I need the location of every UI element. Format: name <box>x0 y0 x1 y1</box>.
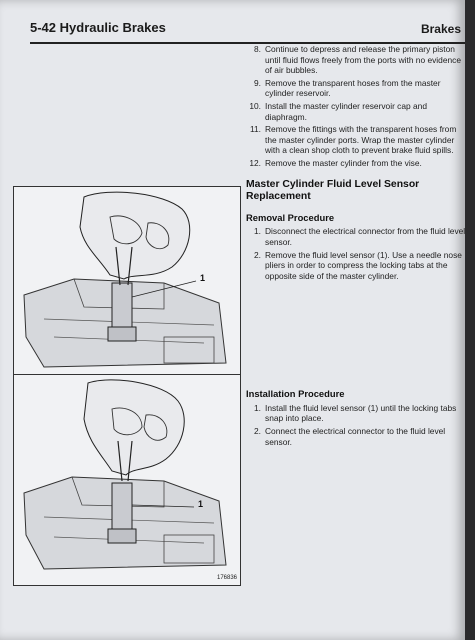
figure-2-callout: 1 <box>198 499 204 509</box>
page-header-title: 5-42 Hydraulic Brakes <box>30 20 166 35</box>
section-title: Master Cylinder Fluid Level Sensor Replacement <box>246 178 420 203</box>
step-text: Install the master cylinder reservoir cap and diaphragm. <box>265 100 427 122</box>
step-text: Connect the electrical connector to the fluid level sensor. <box>265 426 446 447</box>
figure-2-number: 176836 <box>217 575 238 581</box>
step-text: Remove the transparent hoses from the master cylinder reservoir. <box>265 77 441 99</box>
step-number: 9. <box>254 77 261 88</box>
step-text: Remove the fittings with the transparent hoses from the master cylinder ports. Wrap the master cylinder with a clean shop cloth to prevent brake fluid spills. <box>265 124 457 156</box>
instruction-column <box>246 44 466 449</box>
list-item <box>246 426 466 447</box>
step-number: 2. <box>254 426 261 437</box>
step-number: 1. <box>254 226 261 237</box>
list-item <box>246 101 466 122</box>
step-text: Disconnect the electrical connector from the fluid level sensor. <box>265 226 466 247</box>
step-text: Install the fluid level sensor (1) until the locking tabs snap into place. <box>265 402 457 424</box>
installation-procedure-title: Installation Procedure <box>246 388 345 400</box>
step-text: Continue to depress and release the primary piston until fluid flows freely from the ports with no evidence of air bubbles. <box>265 44 461 76</box>
step-text: Remove the fluid level sensor (1). Use a needle nose pliers in order to compress the locking tabs at the opposite side of the master cylinder. <box>265 249 462 281</box>
list-item <box>246 124 466 156</box>
step-text: Remove the master cylinder from the vise. <box>265 157 422 168</box>
step-number: 2. <box>254 249 261 260</box>
list-item <box>246 403 466 424</box>
list-item <box>246 78 466 99</box>
figure-installation <box>13 374 241 586</box>
sensor-removal-illustration <box>14 187 240 387</box>
figure-removal <box>13 186 241 388</box>
list-item <box>246 44 466 76</box>
list-item <box>246 158 466 169</box>
step-number: 10. <box>249 100 261 111</box>
step-number: 11. <box>249 124 261 135</box>
list-item <box>246 226 466 247</box>
removal-procedure-title: Removal Procedure <box>246 211 335 223</box>
installation-steps-list <box>246 403 466 447</box>
steps-continued-list <box>246 44 466 169</box>
list-item <box>246 250 466 282</box>
figure-1-callout: 1 <box>200 273 206 283</box>
removal-steps-list <box>246 226 466 281</box>
sensor-installation-illustration <box>14 375 240 585</box>
page-header <box>30 18 465 44</box>
step-number: 1. <box>254 402 261 413</box>
step-number: 8. <box>254 44 261 54</box>
step-number: 12. <box>249 157 261 168</box>
page-header-section: Brakes <box>420 22 461 36</box>
